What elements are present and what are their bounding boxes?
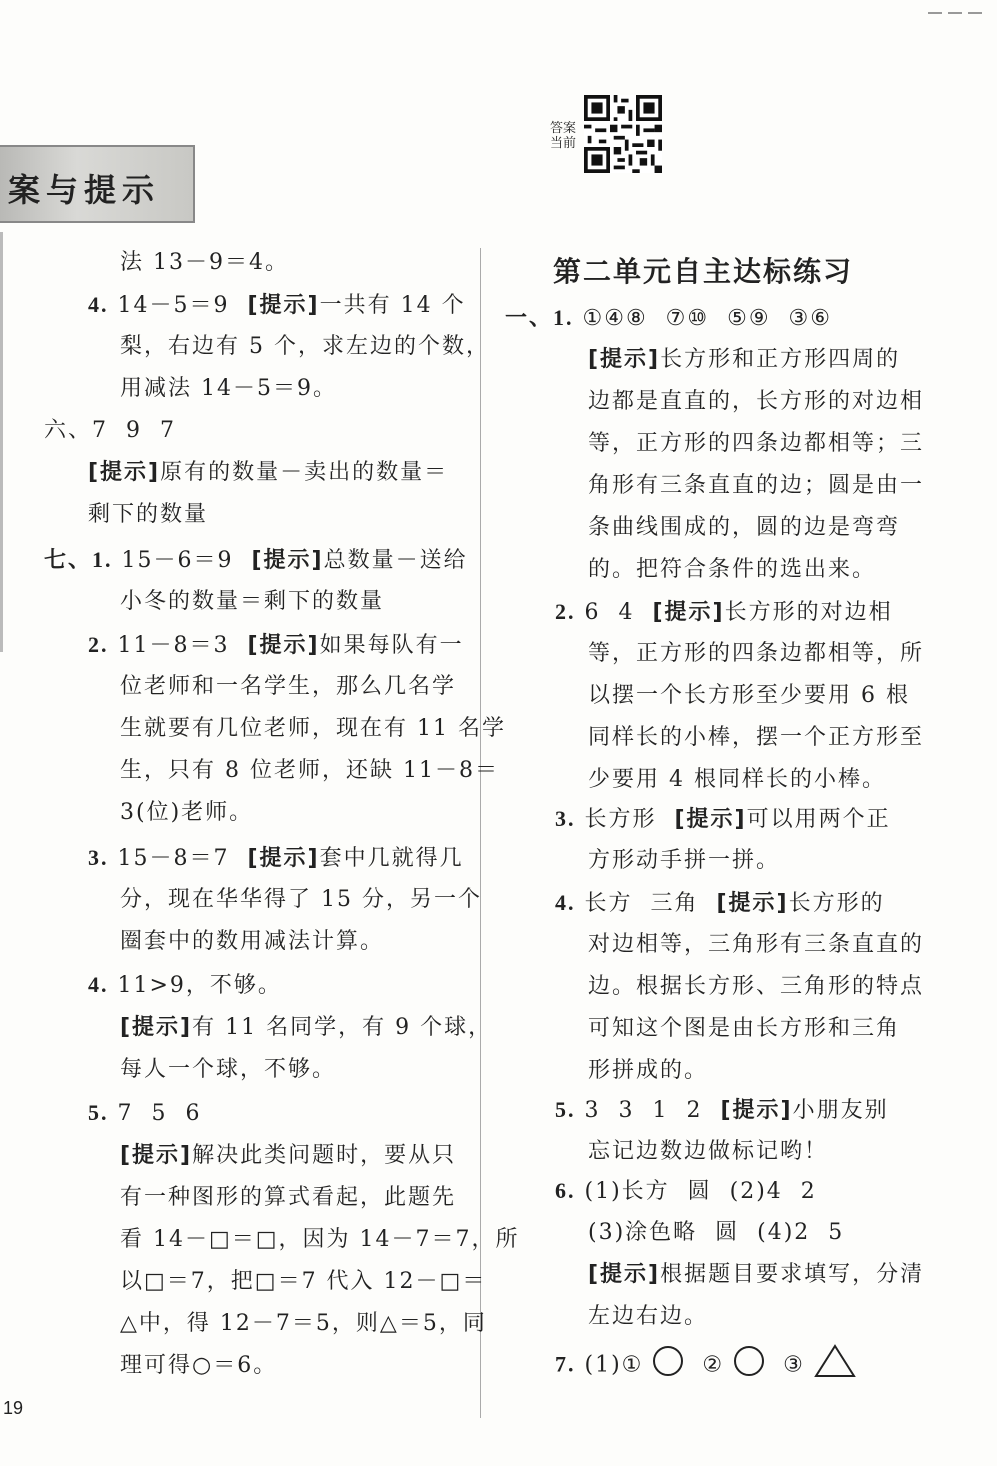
right-line	[588, 930, 924, 960]
right-line	[588, 1014, 900, 1044]
answer-text: 左边右边。	[588, 1304, 709, 1329]
hint-text: 套中几就得几	[319, 846, 464, 871]
left-line	[120, 1225, 520, 1255]
right-line	[505, 303, 832, 334]
right-line	[555, 597, 893, 628]
left-line	[120, 1183, 456, 1213]
hint-tag: [提示]	[674, 807, 747, 832]
hint-tag: [提示]	[247, 846, 320, 871]
answer-text: 看 14－□＝□，因为 14－7＝7，所	[120, 1227, 520, 1252]
left-line	[120, 1351, 277, 1381]
right-line	[555, 888, 885, 919]
left-line	[44, 416, 176, 446]
section-banner	[0, 145, 195, 223]
answer-text: (3)涂色略 圆 (4)2 5	[588, 1220, 845, 1245]
item-number: 4.	[555, 890, 576, 915]
item-number: 5.	[88, 1100, 109, 1125]
hint-tag: [提示]	[652, 600, 725, 625]
answer-text: 方形动手拼一拼。	[588, 848, 781, 873]
right-line	[555, 1095, 889, 1126]
answer-text: 6 4	[575, 600, 653, 625]
banner-title: 案与提示	[8, 171, 161, 209]
hint-text: 根据题目要求填写，分清	[660, 1262, 925, 1287]
left-line	[120, 885, 482, 915]
answer-text: 忘记边数边做标记哟！	[588, 1139, 829, 1164]
right-line	[588, 1302, 708, 1332]
answer-text: 有一种图形的算式看起，此题先	[120, 1185, 457, 1210]
right-line	[588, 345, 900, 375]
answer-text: 11－8＝3	[108, 633, 248, 658]
right-line	[588, 429, 924, 459]
hint-tag: [提示]	[247, 633, 320, 658]
left-line	[88, 500, 208, 530]
hint-tag: [提示]	[88, 460, 161, 485]
answer-text: 15－8＝7	[108, 846, 248, 871]
hint-tag: [提示]	[120, 1015, 193, 1040]
left-line	[88, 630, 464, 661]
right-line	[588, 1137, 828, 1167]
shape-label: ③	[765, 1352, 814, 1378]
right-line	[588, 972, 924, 1002]
item-number: 2.	[88, 632, 109, 657]
hint-text: 解决此类问题时，要从只	[192, 1143, 457, 1168]
item-number: 2.	[555, 599, 576, 624]
answer-text: 生，只有 8 位老师，还缺 11－8＝	[120, 758, 499, 783]
answer-text: (1)①	[575, 1352, 653, 1378]
item-number: 4.	[88, 972, 109, 997]
left-line	[88, 1098, 201, 1129]
answer-text: 边。根据长方形、三角形的特点	[588, 974, 925, 999]
left-line	[120, 1055, 336, 1085]
answer-text: 边都是直直的，长方形的对边相	[588, 389, 925, 414]
answer-text: 法 13－9＝4。	[120, 250, 289, 275]
answer-text: 用减法 14－5＝9。	[120, 376, 337, 401]
hint-tag: [提示]	[588, 1262, 661, 1287]
answer-text: 每人一个球，不够。	[120, 1057, 337, 1082]
left-line	[120, 798, 253, 828]
answer-text: 形拼成的。	[588, 1058, 709, 1083]
right-line	[588, 1218, 844, 1248]
item-number: 3.	[88, 845, 109, 870]
answer-text: 对边相等，三角形有三条直直的	[588, 932, 925, 957]
answer-text: 14－5＝9	[108, 293, 248, 318]
hint-text: 一共有 14 个	[319, 293, 466, 318]
answer-text: 小冬的数量＝剩下的数量	[120, 589, 385, 614]
answer-text: 角形有三条直直的边；圆是由一	[588, 473, 925, 498]
answer-text: 可知这个图是由长方形和三角	[588, 1016, 901, 1041]
answer-text: 11>9，不够。	[108, 973, 282, 998]
answer-text: (1)长方 圆 (2)4 2	[575, 1179, 817, 1204]
answer-text: 圈套中的数用减法计算。	[120, 929, 385, 954]
answer-text: 剩下的数量	[88, 502, 209, 527]
hint-text: 小朋友别	[792, 1098, 889, 1123]
left-line	[120, 1141, 456, 1171]
answer-text: 条曲线围成的，圆的边是弯弯	[588, 515, 901, 540]
answer-text: 以摆一个长方形至少要用 6 根	[588, 683, 910, 708]
left-line	[88, 458, 448, 488]
answer-text: 位老师和一名学生，那么几名学	[120, 674, 457, 699]
left-line	[120, 587, 384, 617]
right-line	[588, 1056, 708, 1086]
answer-text: 等，正方形的四条边都相等，所	[588, 641, 925, 666]
hint-tag: [提示]	[716, 891, 789, 916]
right-line	[555, 1176, 817, 1207]
right-line	[588, 471, 924, 501]
left-line	[120, 927, 384, 957]
answer-text: 的。把符合条件的选出来。	[588, 557, 877, 582]
right-line	[588, 723, 924, 753]
hint-tag: [提示]	[588, 347, 661, 372]
answer-text: 7 5 6	[108, 1101, 202, 1126]
answer-text: 15－6＝9	[112, 548, 252, 573]
left-margin-bar	[0, 232, 3, 652]
left-line	[120, 374, 337, 404]
section-heading: 第二单元自主达标练习	[553, 255, 854, 288]
right-line	[588, 846, 780, 876]
left-line	[120, 756, 499, 786]
left-line	[88, 843, 464, 874]
qr-code-icon[interactable]	[584, 95, 662, 173]
item-number: 七、1.	[44, 547, 113, 572]
answer-text: 分，现在华华得了 15 分，另一个	[120, 887, 482, 912]
answer-text: 3 3 1 2	[575, 1098, 721, 1123]
item-number: 6.	[555, 1178, 576, 1203]
qr-label	[548, 121, 578, 151]
answer-text: 长方形	[575, 807, 675, 832]
answer-text: 3(位)老师。	[120, 800, 254, 825]
item-number: 7.	[555, 1351, 576, 1377]
page-number: 19	[3, 1398, 24, 1418]
right-line	[555, 1344, 856, 1387]
qr-label-line1: 答案	[549, 121, 576, 136]
right-line	[588, 681, 910, 711]
left-line	[120, 714, 506, 744]
left-line	[120, 672, 456, 702]
hint-tag: [提示]	[251, 548, 324, 573]
hint-tag: [提示]	[247, 293, 320, 318]
left-line	[120, 248, 289, 278]
answer-text: 长方 三角	[575, 891, 717, 916]
right-line	[588, 765, 886, 795]
item-number: 一、1.	[505, 305, 574, 330]
left-line	[44, 545, 468, 576]
hint-text: 长方形的	[788, 891, 885, 916]
right-line	[555, 804, 891, 835]
item-number: 3.	[555, 806, 576, 831]
circle-shape-icon	[733, 1345, 765, 1386]
left-line	[120, 1309, 487, 1339]
hint-text: 如果每队有一	[319, 633, 464, 658]
right-line	[588, 513, 900, 543]
left-line	[88, 970, 282, 1001]
answer-text: 等，正方形的四条边都相等；三	[588, 431, 925, 456]
top-mark	[928, 12, 988, 14]
answer-text: 生就要有几位老师，现在有 11 名学	[120, 716, 506, 741]
triangle-shape-icon	[814, 1344, 856, 1387]
hint-text: 总数量－送给	[323, 548, 468, 573]
right-line	[588, 555, 876, 585]
left-line	[120, 332, 490, 362]
answer-text: △中，得 12－7＝5，则△＝5，同	[120, 1311, 487, 1336]
answer-text: 理可得○＝6。	[120, 1353, 278, 1378]
hint-tag: [提示]	[720, 1098, 793, 1123]
right-line	[588, 387, 924, 417]
answer-text: 六、7 9 7	[44, 418, 176, 443]
answer-text: 少要用 4 根同样长的小棒。	[588, 767, 886, 792]
hint-tag: [提示]	[120, 1143, 193, 1168]
hint-text: 长方形和正方形四周的	[660, 347, 901, 372]
hint-text: 原有的数量－卖出的数量＝	[160, 460, 449, 485]
answer-text: ①④⑧ ⑦⑩ ⑤⑨ ③⑥	[573, 306, 832, 331]
left-line	[120, 1267, 486, 1297]
item-number: 5.	[555, 1097, 576, 1122]
right-line	[588, 1260, 924, 1290]
circle-shape-icon	[652, 1345, 684, 1386]
right-line	[588, 639, 924, 669]
shape-label: ②	[684, 1352, 734, 1378]
answer-text: 梨，右边有 5 个，求左边的个数，	[120, 334, 490, 359]
left-line	[88, 290, 466, 321]
item-number: 4.	[88, 292, 109, 317]
hint-text: 可以用两个正	[746, 807, 891, 832]
left-line	[120, 1013, 492, 1043]
answer-text: 以□＝7，把□＝7 代入 12－□＝	[120, 1269, 487, 1294]
hint-text: 长方形的对边相	[724, 600, 893, 625]
answer-text: 同样长的小棒，摆一个正方形至	[588, 725, 925, 750]
hint-text: 有 11 名同学，有 9 个球，	[192, 1015, 493, 1040]
qr-label-line2: 当前	[549, 136, 576, 151]
